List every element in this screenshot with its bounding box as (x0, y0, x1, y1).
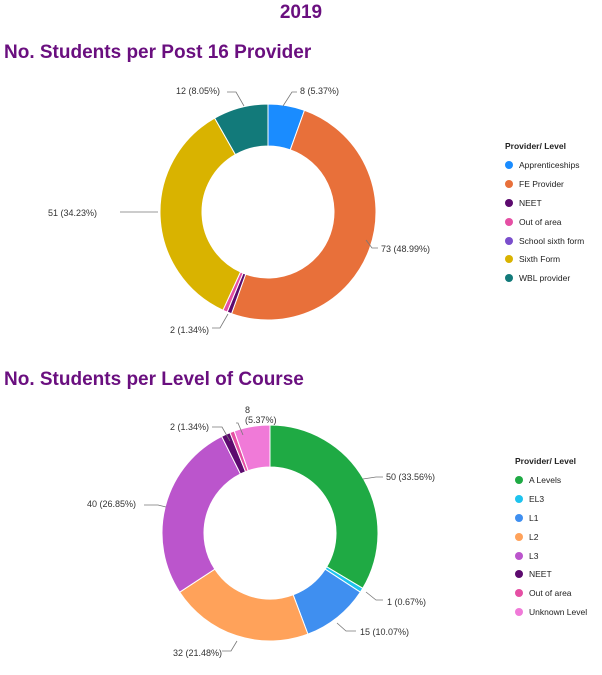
legend-item-neet[interactable] (505, 194, 584, 213)
legend-item-wbl-provider[interactable] (505, 269, 584, 288)
data-label-l3: 40 (26.85%) (87, 499, 137, 509)
leader-line-el3 (366, 592, 383, 600)
data-label-l1: 15 (10.07%) (360, 627, 410, 637)
leader-line-apprenticeships (283, 92, 297, 106)
legend-label: Apprenticeships (519, 160, 580, 171)
leader-line-wbl-provider (227, 92, 244, 106)
legend-label: NEET (529, 569, 552, 580)
legend-provider (505, 141, 584, 288)
donut-chart-provider (0, 70, 470, 370)
legend-marker (505, 199, 513, 207)
legend-marker (515, 570, 523, 578)
legend-marker (515, 533, 523, 541)
slice-sixth-form[interactable] (160, 118, 240, 310)
legend-marker (505, 180, 513, 188)
legend-label: A Levels (529, 475, 562, 486)
legend-item-apprenticeships[interactable] (505, 156, 584, 175)
data-label-el3: 1 (0.67%) (387, 597, 427, 607)
legend-marker (515, 589, 523, 597)
legend-marker (505, 274, 513, 282)
legend-label: Out of area (519, 216, 562, 227)
legend-label: School sixth form (519, 235, 585, 246)
data-label-wbl-provider: 12 (8.05%) (176, 86, 221, 96)
legend-marker (515, 476, 523, 484)
legend-marker (515, 495, 523, 503)
legend-item-l1[interactable] (515, 509, 587, 528)
data-label-unknown-level: 8 (5.37%) (245, 405, 277, 425)
data-label-a-levels: 50 (33.56%) (386, 472, 436, 482)
slice-a-levels[interactable] (270, 425, 378, 588)
legend-item-a-levels[interactable] (515, 471, 587, 490)
slice-l3[interactable] (162, 436, 240, 592)
legend-item-school-sixth-form[interactable] (505, 231, 584, 250)
legend-item-neet[interactable] (515, 565, 587, 584)
leader-line-l1 (337, 623, 356, 631)
data-label-out-of-area: 2 (1.34%) (170, 325, 210, 335)
legend-marker (515, 514, 523, 522)
legend-item-l3[interactable] (515, 546, 587, 565)
leader-line-l3 (144, 505, 166, 507)
data-label-sixth-form: 51 (34.23%) (48, 208, 98, 218)
legend-item-fe-provider[interactable] (505, 175, 584, 194)
legend-marker (505, 237, 513, 245)
legend-label: EL3 (529, 494, 545, 505)
legend-item-sixth-form[interactable] (505, 250, 584, 269)
data-label-fe-provider: 73 (48.99%) (381, 244, 431, 254)
legend-label: L1 (529, 512, 539, 523)
legend-label: FE Provider (519, 179, 564, 190)
legend-item-l2[interactable] (515, 527, 587, 546)
legend-item-unknown-level[interactable] (515, 603, 587, 622)
legend-marker (515, 552, 523, 560)
legend-level (515, 456, 587, 621)
chart-title-level: No. Students per Level of Course (4, 369, 304, 390)
legend-title: Provider/ Level (505, 141, 566, 151)
legend-label: WBL provider (519, 273, 571, 284)
legend-marker (505, 161, 513, 169)
leader-line-l2 (222, 641, 237, 651)
data-label-l2: 32 (21.48%) (173, 648, 223, 658)
data-label-neet: 2 (1.34%) (170, 422, 210, 432)
page-title: 2019 (279, 2, 323, 23)
legend-label: Out of area (529, 588, 572, 599)
legend-label: Sixth Form (519, 254, 561, 265)
legend-label: L3 (529, 550, 539, 561)
donut-chart-level (0, 395, 470, 675)
legend-marker (515, 608, 523, 616)
legend-marker (505, 218, 513, 226)
legend-item-out-of-area[interactable] (515, 584, 587, 603)
leader-line-a-levels (363, 477, 383, 479)
data-label-apprenticeships: 8 (5.37%) (300, 86, 340, 96)
legend-item-out-of-area[interactable] (505, 212, 584, 231)
legend-title: Provider/ Level (515, 456, 576, 466)
legend-marker (505, 255, 513, 263)
legend-label: NEET (519, 197, 542, 208)
chart-title-provider: No. Students per Post 16 Provider (4, 42, 312, 63)
legend-label: L2 (529, 531, 539, 542)
legend-item-el3[interactable] (515, 490, 587, 509)
leader-line-out-of-area (212, 314, 228, 328)
legend-label: Unknown Level (529, 606, 588, 617)
